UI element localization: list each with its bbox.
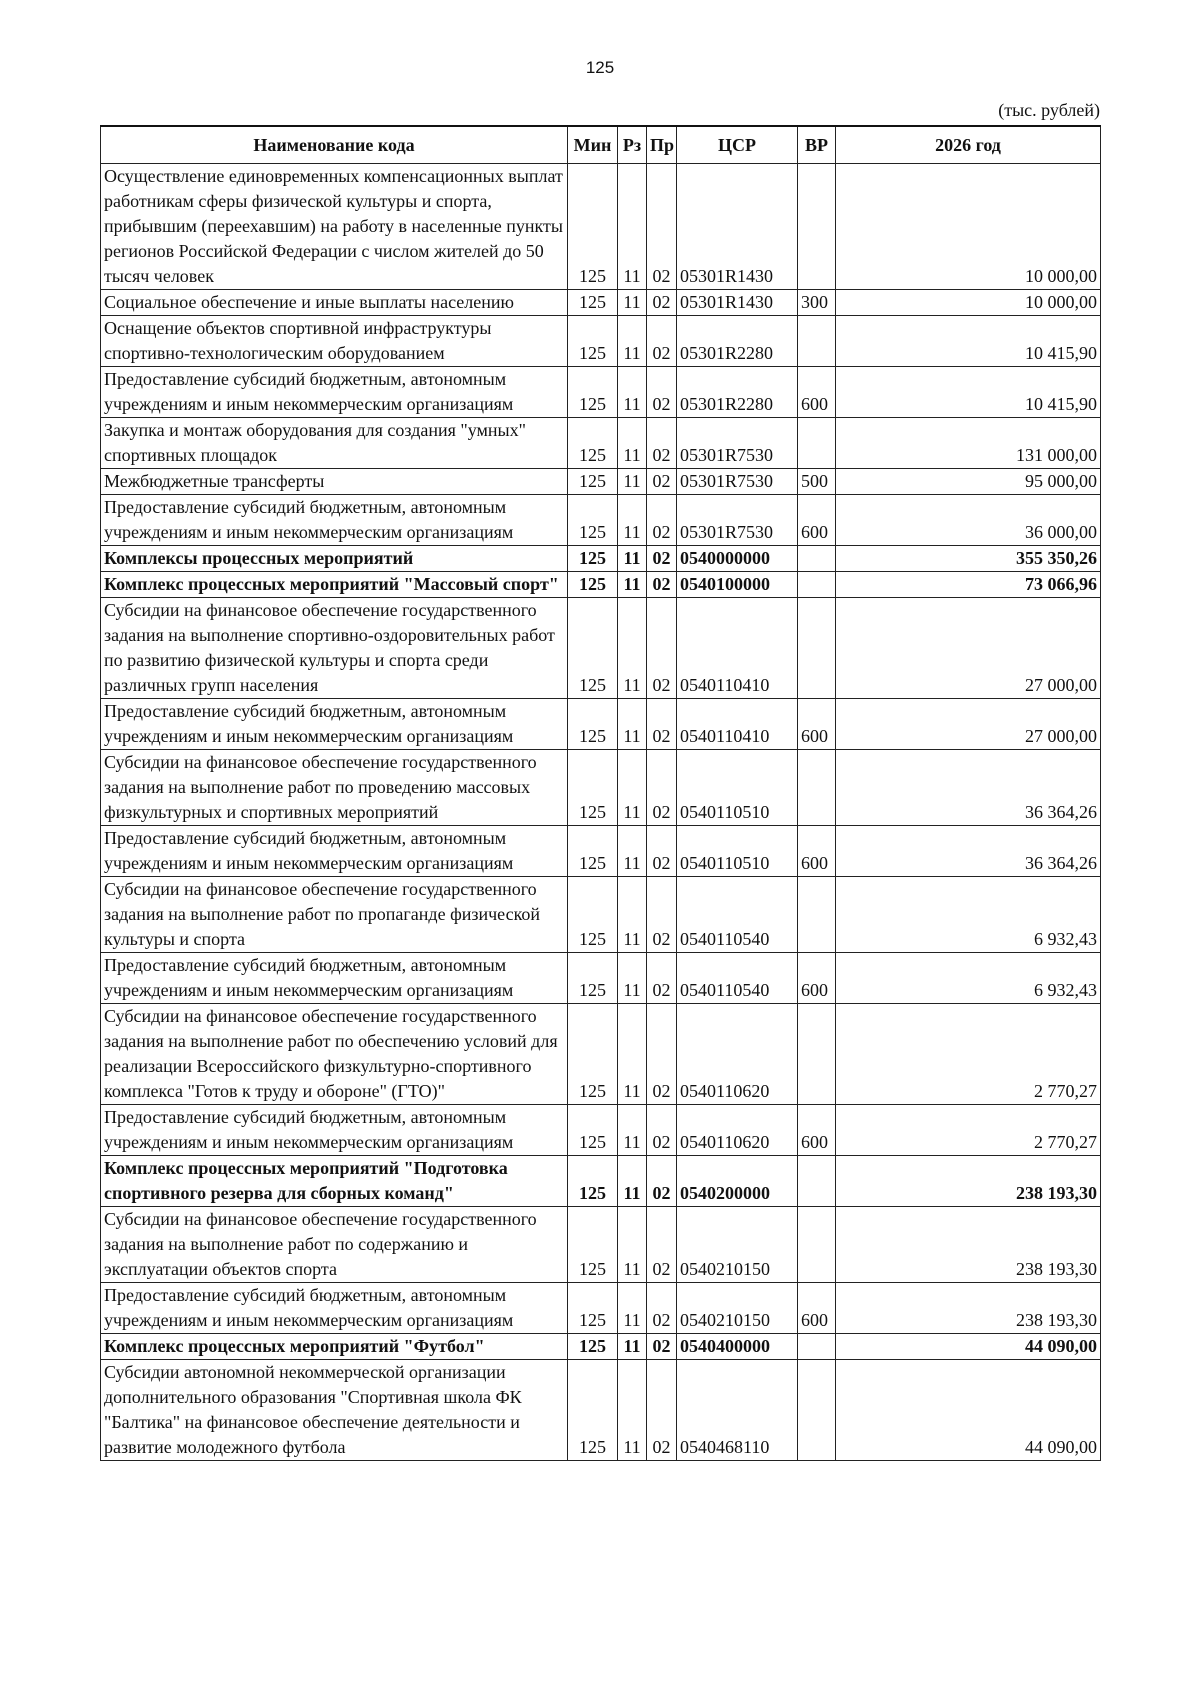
cell-name: Осуществление единовременных компенсационных выплат работникам сферы физической культуры и спорта, прибывшим (переехавшим) на работу в населенные пункты регионов Российской Федерации с числом жителей до 50 тысяч человек xyxy=(101,164,568,290)
table-row xyxy=(101,1283,1101,1334)
cell-amount: 73 066,96 xyxy=(836,572,1101,598)
cell-amount: 44 090,00 xyxy=(836,1334,1101,1360)
cell-csr: 05301R7530 xyxy=(677,418,798,469)
cell-csr: 0540100000 xyxy=(677,572,798,598)
cell-name: Предоставление субсидий бюджетным, автономным учреждениям и иным некоммерческим организациям xyxy=(101,826,568,877)
cell-pr: 02 xyxy=(647,1360,677,1461)
cell-name: Субсидии автономной некоммерческой организации дополнительного образования "Спортивная школа ФК "Балтика" на финансовое обеспечение деятельности и развитие молодежного футбола xyxy=(101,1360,568,1461)
cell-name: Субсидии на финансовое обеспечение государственного задания на выполнение спортивно-оздоровительных работ по развитию физической культуры и спорта среди различных групп населения xyxy=(101,598,568,699)
cell-amount: 36 364,26 xyxy=(836,826,1101,877)
cell-pr: 02 xyxy=(647,750,677,826)
cell-name: Субсидии на финансовое обеспечение государственного задания на выполнение работ по содержанию и эксплуатации объектов спорта xyxy=(101,1207,568,1283)
cell-pr: 02 xyxy=(647,164,677,290)
cell-name: Межбюджетные трансферты xyxy=(101,469,568,495)
cell-min: 125 xyxy=(568,164,618,290)
cell-vr xyxy=(798,1360,836,1461)
table-row xyxy=(101,495,1101,546)
cell-amount: 10 000,00 xyxy=(836,164,1101,290)
cell-csr: 0540200000 xyxy=(677,1156,798,1207)
cell-amount: 10 000,00 xyxy=(836,290,1101,316)
cell-min: 125 xyxy=(568,1283,618,1334)
cell-amount: 355 350,26 xyxy=(836,546,1101,572)
cell-rz: 11 xyxy=(618,572,647,598)
table-row xyxy=(101,1156,1101,1207)
cell-rz: 11 xyxy=(618,367,647,418)
cell-rz: 11 xyxy=(618,598,647,699)
cell-vr xyxy=(798,1156,836,1207)
cell-pr: 02 xyxy=(647,1207,677,1283)
cell-csr: 0540110410 xyxy=(677,598,798,699)
cell-min: 125 xyxy=(568,953,618,1004)
cell-vr: 600 xyxy=(798,1283,836,1334)
cell-pr: 02 xyxy=(647,1283,677,1334)
cell-csr: 05301R7530 xyxy=(677,469,798,495)
header-pr: Пр xyxy=(647,126,677,164)
header-name: Наименование кода xyxy=(101,126,568,164)
cell-vr xyxy=(798,1004,836,1105)
cell-amount: 10 415,90 xyxy=(836,367,1101,418)
table-row xyxy=(101,1207,1101,1283)
cell-amount: 95 000,00 xyxy=(836,469,1101,495)
cell-csr: 05301R1430 xyxy=(677,164,798,290)
cell-name: Предоставление субсидий бюджетным, автономным учреждениям и иным некоммерческим организациям xyxy=(101,699,568,750)
cell-pr: 02 xyxy=(647,546,677,572)
cell-rz: 11 xyxy=(618,290,647,316)
cell-amount: 6 932,43 xyxy=(836,953,1101,1004)
cell-min: 125 xyxy=(568,367,618,418)
table-row xyxy=(101,546,1101,572)
table-row xyxy=(101,699,1101,750)
cell-pr: 02 xyxy=(647,953,677,1004)
cell-csr: 0540000000 xyxy=(677,546,798,572)
cell-amount: 36 000,00 xyxy=(836,495,1101,546)
cell-name: Комплекс процессных мероприятий "Массовый спорт" xyxy=(101,572,568,598)
cell-min: 125 xyxy=(568,469,618,495)
cell-min: 125 xyxy=(568,572,618,598)
cell-csr: 0540110510 xyxy=(677,750,798,826)
budget-table xyxy=(100,125,1101,1461)
cell-name: Комплекс процессных мероприятий "Подготовка спортивного резерва для сборных команд" xyxy=(101,1156,568,1207)
cell-rz: 11 xyxy=(618,699,647,750)
cell-vr: 600 xyxy=(798,1105,836,1156)
cell-vr xyxy=(798,1334,836,1360)
cell-rz: 11 xyxy=(618,1334,647,1360)
cell-vr xyxy=(798,418,836,469)
cell-name: Предоставление субсидий бюджетным, автономным учреждениям и иным некоммерческим организациям xyxy=(101,495,568,546)
cell-min: 125 xyxy=(568,598,618,699)
cell-vr: 600 xyxy=(798,953,836,1004)
cell-min: 125 xyxy=(568,826,618,877)
cell-name: Субсидии на финансовое обеспечение государственного задания на выполнение работ по пропаганде физической культуры и спорта xyxy=(101,877,568,953)
cell-vr xyxy=(798,1207,836,1283)
table-row xyxy=(101,953,1101,1004)
header-year: 2026 год xyxy=(836,126,1101,164)
cell-rz: 11 xyxy=(618,316,647,367)
cell-vr: 500 xyxy=(798,469,836,495)
cell-min: 125 xyxy=(568,750,618,826)
cell-rz: 11 xyxy=(618,1360,647,1461)
cell-amount: 44 090,00 xyxy=(836,1360,1101,1461)
table-row xyxy=(101,418,1101,469)
cell-rz: 11 xyxy=(618,750,647,826)
cell-pr: 02 xyxy=(647,699,677,750)
header-min: Мин xyxy=(568,126,618,164)
cell-vr xyxy=(798,598,836,699)
cell-rz: 11 xyxy=(618,1105,647,1156)
cell-name: Комплекс процессных мероприятий "Футбол" xyxy=(101,1334,568,1360)
cell-csr: 05301R1430 xyxy=(677,290,798,316)
table-body xyxy=(101,164,1101,1461)
cell-amount: 238 193,30 xyxy=(836,1207,1101,1283)
cell-csr: 0540468110 xyxy=(677,1360,798,1461)
table-row xyxy=(101,164,1101,290)
cell-min: 125 xyxy=(568,418,618,469)
cell-rz: 11 xyxy=(618,877,647,953)
cell-csr: 05301R2280 xyxy=(677,316,798,367)
cell-min: 125 xyxy=(568,1207,618,1283)
cell-csr: 0540110510 xyxy=(677,826,798,877)
cell-pr: 02 xyxy=(647,316,677,367)
cell-amount: 27 000,00 xyxy=(836,699,1101,750)
table-row xyxy=(101,367,1101,418)
cell-pr: 02 xyxy=(647,598,677,699)
cell-rz: 11 xyxy=(618,546,647,572)
header-rz: Рз xyxy=(618,126,647,164)
cell-csr: 0540110410 xyxy=(677,699,798,750)
cell-amount: 2 770,27 xyxy=(836,1004,1101,1105)
cell-name: Субсидии на финансовое обеспечение государственного задания на выполнение работ по обеспечению условий для реализации Всероссийского физкультурно-спортивного комплекса "Готов к труду и обороне" (ГТО)" xyxy=(101,1004,568,1105)
cell-amount: 36 364,26 xyxy=(836,750,1101,826)
cell-min: 125 xyxy=(568,699,618,750)
cell-csr: 0540110540 xyxy=(677,877,798,953)
cell-pr: 02 xyxy=(647,367,677,418)
header-csr: ЦСР xyxy=(677,126,798,164)
cell-pr: 02 xyxy=(647,877,677,953)
cell-pr: 02 xyxy=(647,469,677,495)
cell-min: 125 xyxy=(568,1004,618,1105)
cell-vr: 600 xyxy=(798,826,836,877)
table-row xyxy=(101,1334,1101,1360)
cell-vr xyxy=(798,546,836,572)
cell-amount: 238 193,30 xyxy=(836,1156,1101,1207)
cell-vr xyxy=(798,750,836,826)
cell-rz: 11 xyxy=(618,826,647,877)
cell-rz: 11 xyxy=(618,953,647,1004)
table-row xyxy=(101,1360,1101,1461)
cell-vr xyxy=(798,877,836,953)
cell-min: 125 xyxy=(568,546,618,572)
cell-name: Предоставление субсидий бюджетным, автономным учреждениям и иным некоммерческим организациям xyxy=(101,953,568,1004)
cell-csr: 0540400000 xyxy=(677,1334,798,1360)
cell-vr xyxy=(798,572,836,598)
table-row xyxy=(101,598,1101,699)
table-row xyxy=(101,290,1101,316)
cell-rz: 11 xyxy=(618,1283,647,1334)
cell-pr: 02 xyxy=(647,1334,677,1360)
header-vr: ВР xyxy=(798,126,836,164)
cell-rz: 11 xyxy=(618,164,647,290)
table-row xyxy=(101,750,1101,826)
cell-rz: 11 xyxy=(618,1004,647,1105)
cell-csr: 0540210150 xyxy=(677,1207,798,1283)
cell-vr xyxy=(798,316,836,367)
table-row xyxy=(101,572,1101,598)
cell-pr: 02 xyxy=(647,1156,677,1207)
cell-amount: 2 770,27 xyxy=(836,1105,1101,1156)
cell-amount: 238 193,30 xyxy=(836,1283,1101,1334)
cell-vr: 600 xyxy=(798,495,836,546)
cell-name: Предоставление субсидий бюджетным, автономным учреждениям и иным некоммерческим организациям xyxy=(101,367,568,418)
cell-vr: 300 xyxy=(798,290,836,316)
cell-rz: 11 xyxy=(618,1207,647,1283)
table-row xyxy=(101,877,1101,953)
cell-min: 125 xyxy=(568,316,618,367)
cell-csr: 05301R7530 xyxy=(677,495,798,546)
cell-name: Субсидии на финансовое обеспечение государственного задания на выполнение работ по проведению массовых физкультурных и спортивных мероприятий xyxy=(101,750,568,826)
cell-amount: 6 932,43 xyxy=(836,877,1101,953)
cell-vr: 600 xyxy=(798,699,836,750)
page-number: 125 xyxy=(585,58,615,77)
cell-vr: 600 xyxy=(798,367,836,418)
cell-csr: 0540110620 xyxy=(677,1105,798,1156)
cell-amount: 131 000,00 xyxy=(836,418,1101,469)
cell-min: 125 xyxy=(568,495,618,546)
cell-pr: 02 xyxy=(647,418,677,469)
table-row xyxy=(101,469,1101,495)
table-row xyxy=(101,1004,1101,1105)
cell-csr: 0540110620 xyxy=(677,1004,798,1105)
cell-name: Закупка и монтаж оборудования для создания "умных" спортивных площадок xyxy=(101,418,568,469)
table-row xyxy=(101,826,1101,877)
cell-name: Предоставление субсидий бюджетным, автономным учреждениям и иным некоммерческим организациям xyxy=(101,1105,568,1156)
cell-csr: 0540110540 xyxy=(677,953,798,1004)
cell-min: 125 xyxy=(568,290,618,316)
cell-amount: 27 000,00 xyxy=(836,598,1101,699)
cell-min: 125 xyxy=(568,1334,618,1360)
cell-pr: 02 xyxy=(647,495,677,546)
cell-min: 125 xyxy=(568,877,618,953)
units-label: (тыс. рублей) xyxy=(998,100,1100,120)
cell-name: Социальное обеспечение и иные выплаты населению xyxy=(101,290,568,316)
cell-name: Оснащение объектов спортивной инфраструктуры спортивно-технологическим оборудованием xyxy=(101,316,568,367)
cell-pr: 02 xyxy=(647,572,677,598)
cell-amount: 10 415,90 xyxy=(836,316,1101,367)
cell-rz: 11 xyxy=(618,1156,647,1207)
cell-min: 125 xyxy=(568,1156,618,1207)
table-row xyxy=(101,1105,1101,1156)
cell-name: Предоставление субсидий бюджетным, автономным учреждениям и иным некоммерческим организациям xyxy=(101,1283,568,1334)
cell-csr: 0540210150 xyxy=(677,1283,798,1334)
cell-rz: 11 xyxy=(618,495,647,546)
cell-csr: 05301R2280 xyxy=(677,367,798,418)
cell-rz: 11 xyxy=(618,418,647,469)
cell-pr: 02 xyxy=(647,826,677,877)
table-header-row xyxy=(101,126,1101,164)
cell-name: Комплексы процессных мероприятий xyxy=(101,546,568,572)
cell-rz: 11 xyxy=(618,469,647,495)
cell-pr: 02 xyxy=(647,1105,677,1156)
table-row xyxy=(101,316,1101,367)
cell-min: 125 xyxy=(568,1105,618,1156)
cell-pr: 02 xyxy=(647,1004,677,1105)
cell-vr xyxy=(798,164,836,290)
cell-pr: 02 xyxy=(647,290,677,316)
cell-min: 125 xyxy=(568,1360,618,1461)
